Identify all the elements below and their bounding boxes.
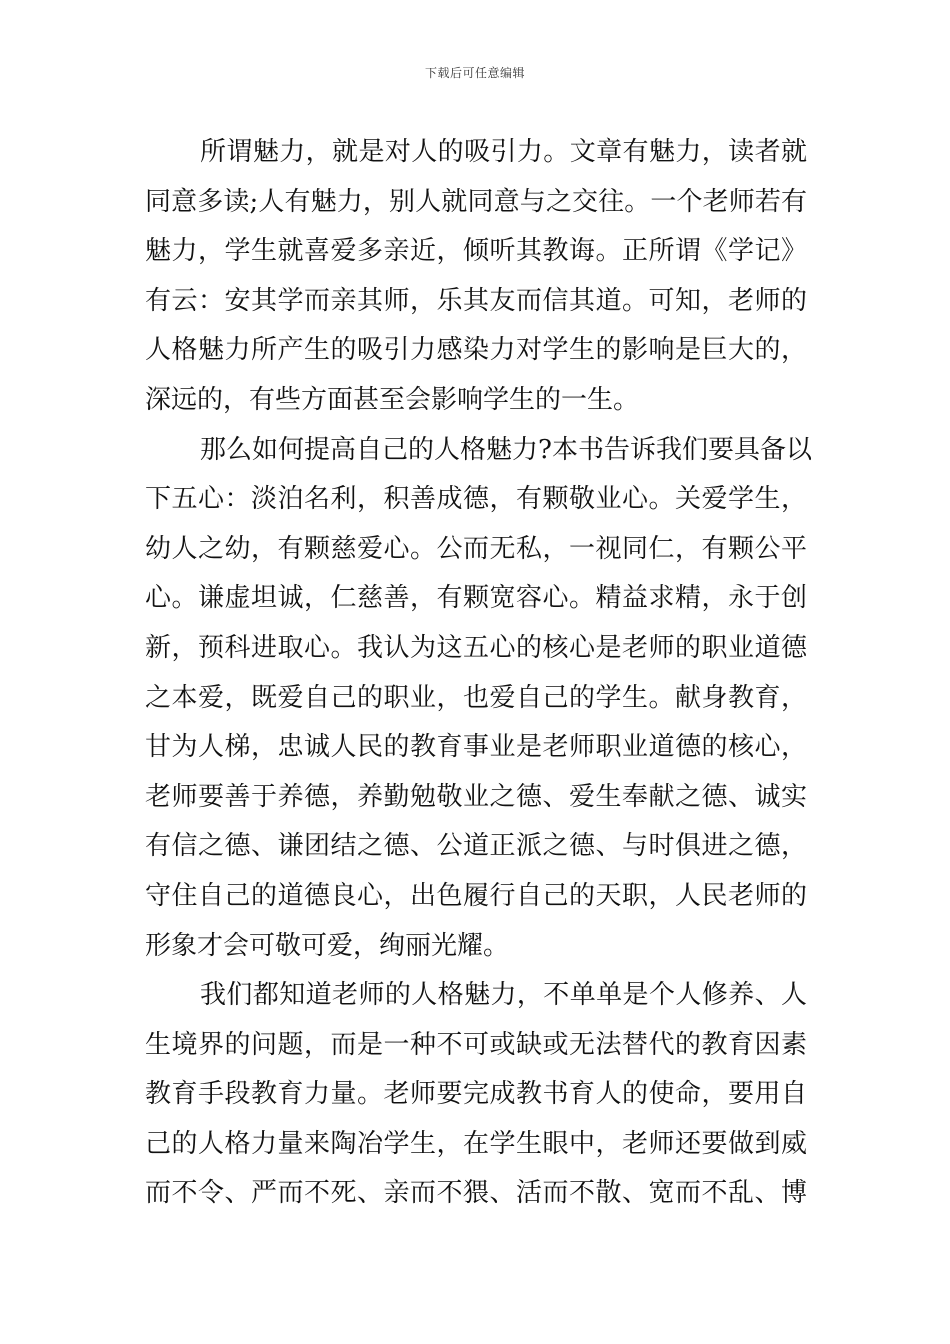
text-line: 心。谦虚坦诚，仁慈善，有颗宽容心。精益求精，永于创 bbox=[145, 583, 807, 614]
text-line: 己的人格力量来陶冶学生，在学生眼中，老师还要做到威 bbox=[145, 1128, 807, 1159]
text-line: 新，预科进取心。我认为这五心的核心是老师的职业道德 bbox=[145, 632, 807, 663]
text-line: 我们都知道老师的人格魅力，不单单是个人修养、人 bbox=[200, 980, 807, 1011]
text-line: 深远的，有些方面甚至会影响学生的一生。 bbox=[145, 384, 640, 415]
text-line: 形象才会可敬可爱，绚丽光耀。 bbox=[145, 930, 510, 961]
paragraph-2 bbox=[145, 426, 812, 972]
text-line: 同意多读;人有魅力，别人就同意与之交往。一个老师若有 bbox=[145, 186, 807, 217]
text-line: 教育手段教育力量。老师要完成教书育人的使命，要用自 bbox=[145, 1079, 807, 1110]
text-line: 人格魅力所产生的吸引力感染力对学生的影响是巨大的， bbox=[145, 335, 807, 366]
text-line: 而不令、严而不死、亲而不猥、活而不散、宽而不乱、博 bbox=[145, 1178, 807, 1209]
text-line: 下五心：淡泊名利，积善成德，有颗敬业心。关爱学生， bbox=[145, 484, 807, 515]
text-line: 有信之德、谦团结之德、公道正派之德、与时俱进之德， bbox=[145, 831, 807, 862]
text-line: 之本爱，既爱自己的职业，也爱自己的学生。献身教育， bbox=[145, 682, 807, 713]
text-line: 老师要善于养德，养勤勉敬业之德、爱生奉献之德、诚实 bbox=[145, 781, 807, 812]
text-line: 生境界的问题，而是一种不可或缺或无法替代的教育因素 bbox=[145, 1029, 807, 1060]
text-line: 守住自己的道德良心，出色履行自己的天职，人民老师的 bbox=[145, 880, 807, 911]
text-line: 甘为人梯，忠诚人民的教育事业是老师职业道德的核心， bbox=[145, 732, 807, 763]
text-line: 那么如何提高自己的人格魅力?本书告诉我们要具备以 bbox=[200, 434, 812, 465]
paragraph-1 bbox=[145, 128, 807, 426]
text-line: 所谓魅力，就是对人的吸引力。文章有魅力，读者就 bbox=[200, 137, 807, 167]
paragraph-3 bbox=[145, 971, 807, 1219]
page-header: 下载后可任意编辑 bbox=[424, 66, 525, 80]
document-body bbox=[145, 128, 812, 1219]
text-line: 魅力，学生就喜爱多亲近，倾听其教诲。正所谓《学记》 bbox=[145, 236, 807, 267]
text-line: 幼人之幼，有颗慈爱心。公而无私，一视同仁，有颗公平 bbox=[145, 533, 807, 564]
text-line: 有云：安其学而亲其师，乐其友而信其道。可知，老师的 bbox=[145, 285, 807, 316]
